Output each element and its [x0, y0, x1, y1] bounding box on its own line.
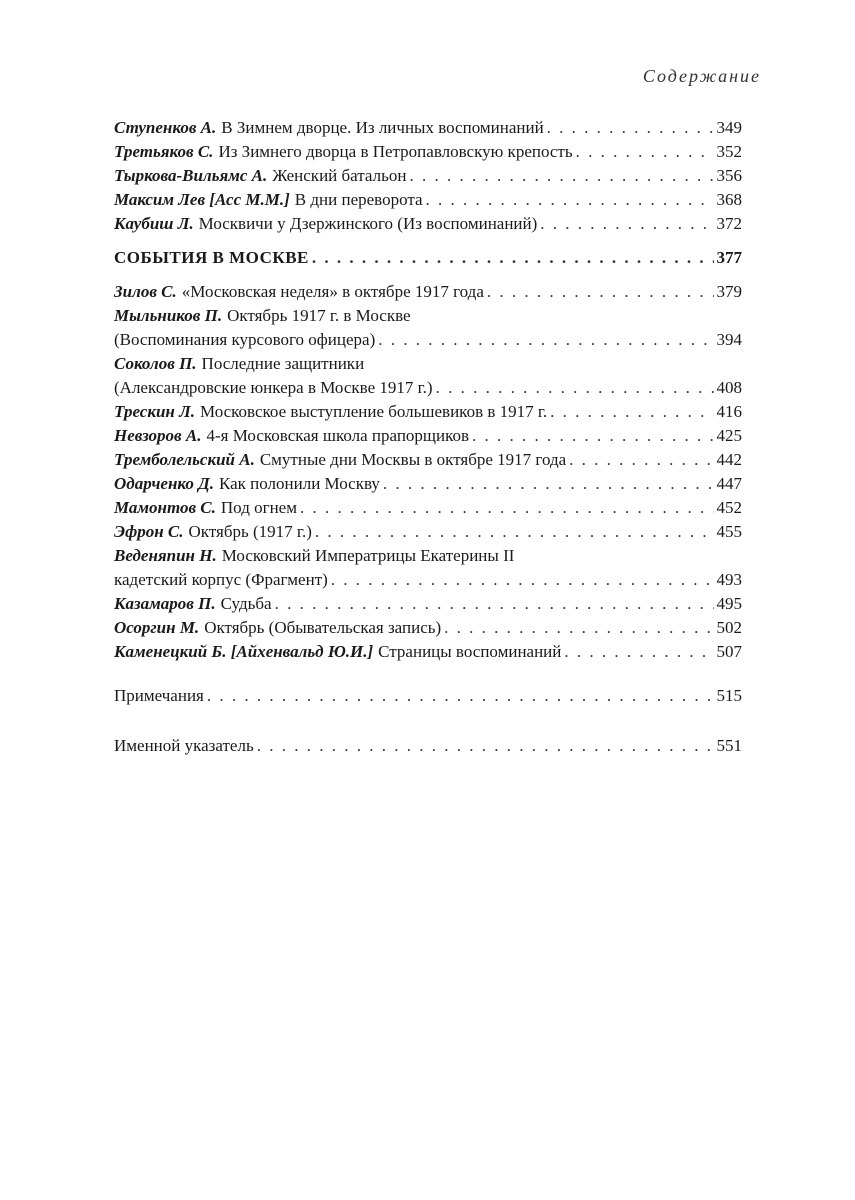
- toc-author: Ступенков А.: [114, 118, 217, 137]
- toc-author: Зилов С.: [114, 282, 177, 301]
- toc-author: Невзоров А.: [114, 426, 202, 445]
- dot-leader: [426, 188, 714, 212]
- toc-page-number: 447: [716, 474, 742, 493]
- table-of-contents: [114, 116, 742, 758]
- toc-page-number: 408: [716, 378, 742, 397]
- toc-entry[interactable]: [114, 616, 742, 640]
- running-title: Содержание: [642, 66, 761, 86]
- toc-page-number: 495: [716, 594, 742, 613]
- toc-entry[interactable]: [114, 592, 742, 616]
- dot-leader: [383, 472, 714, 496]
- dot-leader: [576, 140, 714, 164]
- toc-title: Судьба: [220, 594, 272, 613]
- dot-leader: [487, 280, 714, 304]
- dot-leader: [331, 568, 714, 592]
- toc-author: Веденяпин Н.: [114, 546, 217, 565]
- toc-entry-multiline[interactable]: [114, 352, 742, 400]
- toc-title: «Московская неделя» в октябре 1917 года: [181, 282, 484, 301]
- toc-entry[interactable]: [114, 164, 742, 188]
- toc-title: Московское выступление большевиков в 1917 г.: [200, 402, 548, 421]
- toc-title: В Зимнем дворце. Из личных воспоминаний: [221, 118, 544, 137]
- dot-leader: [378, 328, 713, 352]
- toc-title-continued: (Воспоминания курсового офицера): [114, 330, 376, 349]
- toc-entry-notes[interactable]: [114, 684, 742, 708]
- toc-page-number: 502: [716, 618, 742, 637]
- toc-page-number: 372: [716, 214, 742, 233]
- toc-author: Казамаров П.: [114, 594, 216, 613]
- dot-leader: [550, 400, 713, 424]
- toc-entry-multiline[interactable]: [114, 304, 742, 352]
- toc-entry-second-line: [114, 568, 742, 592]
- toc-page-number: 493: [716, 570, 742, 589]
- toc-title: Из Зимнего дворца в Петропавловскую крепость: [218, 142, 573, 161]
- toc-page-number: 515: [716, 686, 742, 705]
- toc-author: Осоргин М.: [114, 618, 200, 637]
- toc-title: Московский Императрицы Екатерины II: [221, 546, 515, 565]
- toc-entry[interactable]: [114, 140, 742, 164]
- toc-page-number: 452: [716, 498, 742, 517]
- dot-leader: [564, 640, 713, 664]
- toc-entry-multiline[interactable]: [114, 544, 742, 592]
- toc-group-petrograd: [114, 116, 742, 236]
- dot-leader: [540, 212, 713, 236]
- dot-leader: [472, 424, 713, 448]
- toc-author: Третьяков С.: [114, 142, 214, 161]
- toc-entry[interactable]: [114, 448, 742, 472]
- dot-leader: [569, 448, 713, 472]
- toc-entry-second-line: [114, 328, 742, 352]
- dot-leader: [207, 684, 714, 708]
- dot-leader: [436, 376, 714, 400]
- toc-page-number: 416: [716, 402, 742, 421]
- toc-page-number: 356: [716, 166, 742, 185]
- toc-author: Тремболельский А.: [114, 450, 255, 469]
- toc-title: Примечания: [114, 686, 204, 705]
- toc-author: Трескин Л.: [114, 402, 195, 421]
- toc-author: Одарченко Д.: [114, 474, 214, 493]
- toc-title: 4-я Московская школа прапорщиков: [206, 426, 470, 445]
- dot-leader: [409, 164, 713, 188]
- toc-author: Тыркова-Вильямс А.: [114, 166, 268, 185]
- toc-entry[interactable]: [114, 188, 742, 212]
- toc-entry[interactable]: [114, 280, 742, 304]
- toc-title: Москвичи у Дзержинского (Из воспоминаний): [198, 214, 538, 233]
- toc-entry[interactable]: [114, 520, 742, 544]
- toc-entry[interactable]: [114, 472, 742, 496]
- dot-leader: [547, 116, 714, 140]
- toc-title: Смутные дни Москвы в октябре 1917 года: [259, 450, 567, 469]
- dot-leader: [275, 592, 714, 616]
- toc-entry-second-line: [114, 376, 742, 400]
- toc-entry[interactable]: [114, 496, 742, 520]
- toc-entry-first-line: [114, 304, 742, 328]
- section-title: СОБЫТИЯ В МОСКВЕ: [114, 248, 309, 267]
- toc-entry-first-line: [114, 352, 742, 376]
- toc-group-moscow: [114, 280, 742, 664]
- toc-entry[interactable]: [114, 640, 742, 664]
- toc-page-number: 377: [716, 248, 742, 267]
- toc-title: Страницы воспоминаний: [378, 642, 562, 661]
- toc-author: Соколов П.: [114, 354, 197, 373]
- toc-page-number: 352: [716, 142, 742, 161]
- toc-page-number: 442: [716, 450, 742, 469]
- toc-author: Максим Лев [Асс М.М.]: [114, 190, 290, 209]
- toc-author: Каубиш Л.: [114, 214, 194, 233]
- toc-title: Именной указатель: [114, 736, 254, 755]
- toc-title-continued: кадетский корпус (Фрагмент): [114, 570, 328, 589]
- dot-leader: [312, 246, 714, 270]
- toc-title: Под огнем: [220, 498, 297, 517]
- toc-section-heading[interactable]: [114, 246, 742, 270]
- toc-author: Эфрон С.: [114, 522, 184, 541]
- toc-page-number: 507: [716, 642, 742, 661]
- toc-title: Женский батальон: [272, 166, 407, 185]
- dot-leader: [300, 496, 714, 520]
- toc-author: Мамонтов С.: [114, 498, 216, 517]
- dot-leader: [257, 734, 714, 758]
- toc-entry-first-line: [114, 544, 742, 568]
- dot-leader: [315, 520, 714, 544]
- toc-author: Мыльников П.: [114, 306, 223, 325]
- toc-page-number: 368: [716, 190, 742, 209]
- toc-title: Октябрь (Обывательская запись): [204, 618, 442, 637]
- toc-entry[interactable]: [114, 212, 742, 236]
- toc-entry[interactable]: [114, 116, 742, 140]
- toc-title: Как полонили Москву: [218, 474, 380, 493]
- toc-entry-name-index[interactable]: [114, 734, 742, 758]
- toc-page-number: 425: [716, 426, 742, 445]
- toc-page-number: 551: [716, 736, 742, 755]
- toc-title-continued: (Александровские юнкера в Москве 1917 г.): [114, 378, 433, 397]
- toc-entry[interactable]: [114, 400, 742, 424]
- dot-leader: [444, 616, 713, 640]
- toc-title: Последние защитники: [201, 354, 365, 373]
- toc-page-number: 394: [716, 330, 742, 349]
- toc-page-number: 379: [716, 282, 742, 301]
- toc-title: Октябрь 1917 г. в Москве: [227, 306, 411, 325]
- toc-title: В дни переворота: [294, 190, 423, 209]
- toc-page-number: 349: [716, 118, 742, 137]
- toc-author: Каменецкий Б. [Айхенвальд Ю.И.]: [114, 642, 374, 661]
- toc-page-number: 455: [716, 522, 742, 541]
- toc-entry[interactable]: [114, 424, 742, 448]
- toc-title: Октябрь (1917 г.): [188, 522, 312, 541]
